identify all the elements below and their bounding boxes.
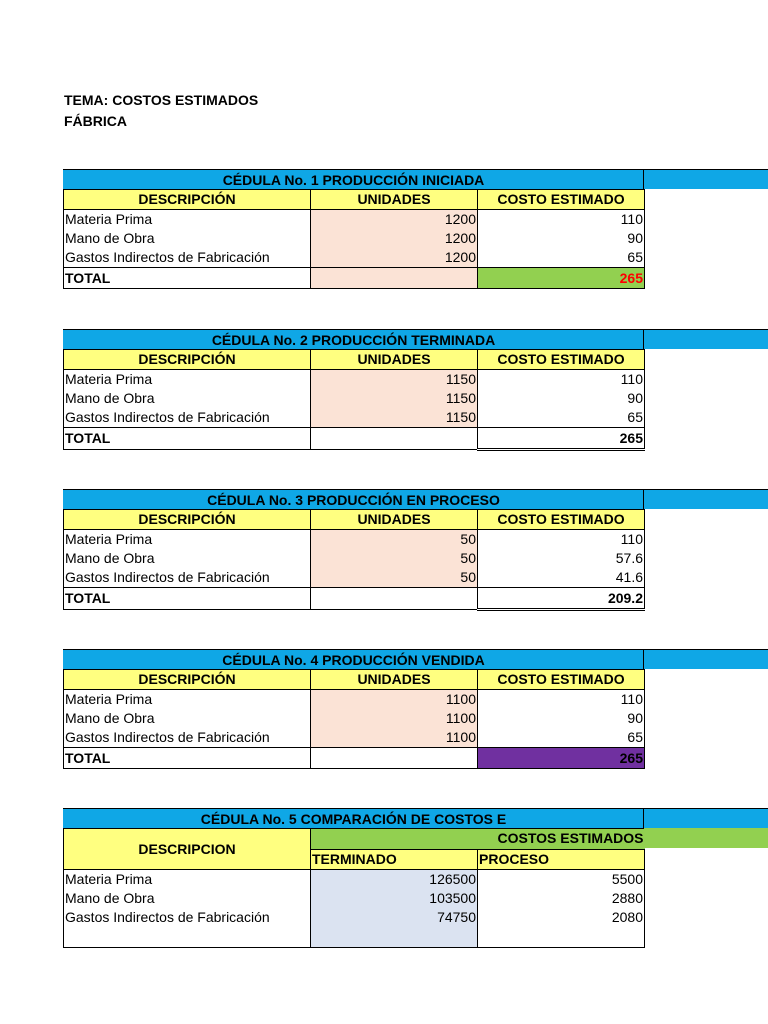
- total-label: TOTAL: [64, 428, 311, 450]
- cedula-4: [63, 649, 768, 769]
- row-units: 1100: [311, 709, 478, 728]
- total-row: [64, 428, 645, 450]
- col-descripcion: DESCRIPCION: [64, 829, 311, 870]
- header-row: [64, 350, 645, 370]
- col-costo: COSTO ESTIMADO: [478, 350, 645, 370]
- row-units: 1200: [311, 229, 478, 248]
- row-units: 1200: [311, 210, 478, 230]
- cedula-2-table: [63, 349, 645, 451]
- cedula-4-title: CÉDULA No. 4 PRODUCCIÓN VENDIDA: [63, 649, 768, 669]
- table-row: [64, 248, 645, 268]
- cedula-1-title: CÉDULA No. 1 PRODUCCIÓN INICIADA: [63, 169, 768, 189]
- row-desc: Gastos Indirectos de Fabricación: [64, 408, 311, 428]
- row-cost: 41.6: [478, 568, 645, 588]
- header-row: [64, 670, 645, 690]
- row-units: 1150: [311, 389, 478, 408]
- total-units: [311, 268, 478, 289]
- col-proceso: PROCESO: [478, 849, 645, 870]
- row-terminado: 74750: [311, 908, 478, 927]
- total-label: TOTAL: [64, 588, 311, 610]
- row-desc: Materia Prima: [64, 870, 311, 890]
- row-desc: Gastos Indirectos de Fabricación: [64, 728, 311, 748]
- group-header-extension: [644, 828, 768, 848]
- row-desc: Gastos Indirectos de Fabricación: [64, 568, 311, 588]
- cedula-1-table: [63, 189, 645, 289]
- table-row: [64, 728, 645, 748]
- row-terminado: 126500: [311, 870, 478, 890]
- row-proceso: 2080: [478, 908, 645, 927]
- row-cost: 90: [478, 229, 645, 248]
- page-title: TEMA: COSTOS ESTIMADOS: [64, 92, 259, 108]
- row-desc: Mano de Obra: [64, 549, 311, 568]
- cedula-2: [63, 329, 768, 451]
- table-row: [64, 568, 645, 588]
- cedula-3: [63, 489, 768, 611]
- row-cost: 57.6: [478, 549, 645, 568]
- cedula-5: [63, 808, 768, 948]
- row-cost: 110: [478, 530, 645, 550]
- row-desc: Mano de Obra: [64, 389, 311, 408]
- col-unidades: UNIDADES: [311, 510, 478, 530]
- table-row: [64, 389, 645, 408]
- col-group-costos: COSTOS ESTIMADOS: [311, 829, 645, 850]
- table-row: [64, 530, 645, 550]
- cedula-3-title: CÉDULA No. 3 PRODUCCIÓN EN PROCESO: [63, 489, 768, 509]
- row-cost: 90: [478, 389, 645, 408]
- table-row: [64, 370, 645, 390]
- row-desc: Materia Prima: [64, 690, 311, 710]
- col-descripcion: DESCRIPCIÓN: [64, 350, 311, 370]
- table-row: [64, 709, 645, 728]
- row-cost: 110: [478, 370, 645, 390]
- row-cost: 65: [478, 728, 645, 748]
- col-costo: COSTO ESTIMADO: [478, 190, 645, 210]
- row-proceso-empty: [478, 927, 645, 948]
- group-header-row: [64, 829, 645, 850]
- total-value: 265: [478, 428, 645, 450]
- total-value: 265: [478, 268, 645, 289]
- total-units: [311, 748, 478, 769]
- row-proceso: 2880: [478, 889, 645, 908]
- row-desc: Mano de Obra: [64, 889, 311, 908]
- table-row: [64, 549, 645, 568]
- total-label: TOTAL: [64, 748, 311, 769]
- table-row-empty: [64, 927, 645, 948]
- page-subtitle: FÁBRICA: [64, 113, 127, 129]
- col-descripcion: DESCRIPCIÓN: [64, 190, 311, 210]
- table-row: [64, 229, 645, 248]
- row-units: 1150: [311, 370, 478, 390]
- table-row: [64, 870, 645, 890]
- header-row: [64, 510, 645, 530]
- col-unidades: UNIDADES: [311, 190, 478, 210]
- total-row: [64, 748, 645, 769]
- col-costo: COSTO ESTIMADO: [478, 510, 645, 530]
- row-units: 50: [311, 530, 478, 550]
- total-units: [311, 588, 478, 610]
- row-desc: Mano de Obra: [64, 229, 311, 248]
- total-value: 265: [478, 748, 645, 769]
- total-units: [311, 428, 478, 450]
- cedula-5-table: [63, 828, 645, 948]
- row-cost: 65: [478, 408, 645, 428]
- table-row: [64, 210, 645, 230]
- cedula-3-table: [63, 509, 645, 611]
- col-unidades: UNIDADES: [311, 350, 478, 370]
- col-costo: COSTO ESTIMADO: [478, 670, 645, 690]
- total-row: [64, 588, 645, 610]
- table-row: [64, 908, 645, 927]
- col-descripcion: DESCRIPCIÓN: [64, 670, 311, 690]
- row-units: 50: [311, 549, 478, 568]
- total-value: 209.2: [478, 588, 645, 610]
- row-desc: Mano de Obra: [64, 709, 311, 728]
- cedula-1: [63, 169, 768, 289]
- cedula-4-table: [63, 669, 645, 769]
- cedula-5-title: CÉDULA No. 5 COMPARACIÓN DE COSTOS E: [63, 808, 768, 828]
- row-cost: 90: [478, 709, 645, 728]
- header-row: [64, 190, 645, 210]
- table-row: [64, 408, 645, 428]
- row-units: 1200: [311, 248, 478, 268]
- col-unidades: UNIDADES: [311, 670, 478, 690]
- row-cost: 110: [478, 690, 645, 710]
- total-row: [64, 268, 645, 289]
- table-row: [64, 889, 645, 908]
- row-cost: 65: [478, 248, 645, 268]
- row-cost: 110: [478, 210, 645, 230]
- row-proceso: 5500: [478, 870, 645, 890]
- row-desc: Materia Prima: [64, 530, 311, 550]
- row-desc: Gastos Indirectos de Fabricación: [64, 908, 311, 927]
- row-terminado-empty: [311, 927, 478, 948]
- table-row: [64, 690, 645, 710]
- row-units: 1150: [311, 408, 478, 428]
- row-desc: Materia Prima: [64, 370, 311, 390]
- col-descripcion: DESCRIPCIÓN: [64, 510, 311, 530]
- row-desc-empty: [64, 927, 311, 948]
- cedula-2-title: CÉDULA No. 2 PRODUCCIÓN TERMINADA: [63, 329, 768, 349]
- row-units: 50: [311, 568, 478, 588]
- col-terminado: TERMINADO: [311, 849, 478, 870]
- total-label: TOTAL: [64, 268, 311, 289]
- row-desc: Materia Prima: [64, 210, 311, 230]
- row-units: 1100: [311, 690, 478, 710]
- row-desc: Gastos Indirectos de Fabricación: [64, 248, 311, 268]
- row-units: 1100: [311, 728, 478, 748]
- row-terminado: 103500: [311, 889, 478, 908]
